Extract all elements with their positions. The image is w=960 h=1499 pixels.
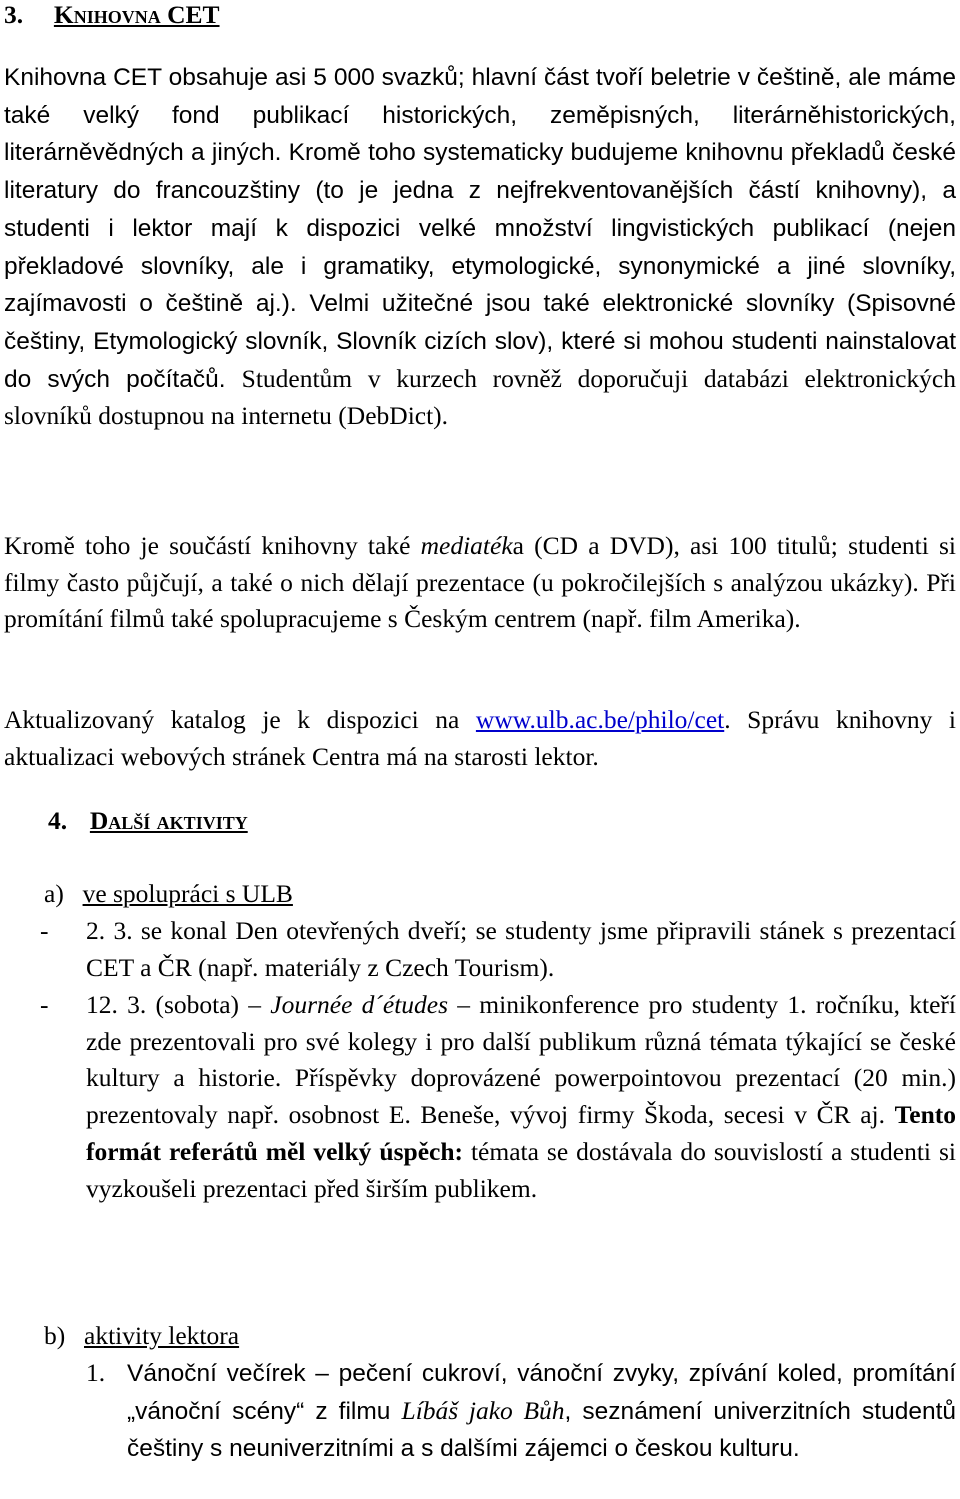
paragraph-library-holdings-part1: Knihovna CET obsahuje asi 5 000 svazků; hlavní část tvoří beletrie v češtině, ale máme také velký fond publikací historických, zeměpisných, literárněhistorických, literárněvědných a jiných. Kromě toho systematicky budujeme knihovnu překladů české literatury do francouzštiny (to je jedna z nejfrekventovanějších částí knihovny), a studenti i lektor mají k dispozici velké množství — [4, 64, 956, 242]
list-number: 1. — [86, 1358, 106, 1387]
paragraph-mediateka-part1: Kromě toho je součástí knihovny také — [4, 531, 421, 560]
section-4-heading — [48, 806, 248, 836]
paragraph-mediateka-part2: a (CD a DVD), asi 100 titulů; studenti si filmy často půjčují, a také o nich dělají prezentace (u pokročilejších s analýzou ukázky). Při promítání filmů také spolupracujeme s Českým centrem (např. film Amerika). — [4, 531, 956, 634]
subsection-b-heading — [44, 1318, 239, 1355]
section-4-number: 4. — [48, 806, 68, 835]
section-3-heading — [4, 0, 220, 30]
list-item-text-part3: témata se dostávala do souvislostí a studenti si vyzkoušeli prezentaci před širším publikem. — [86, 1136, 956, 1203]
list-dash: - — [40, 916, 49, 945]
catalog-link[interactable]: www.ulb.ac.be/philo/cet — [475, 705, 725, 734]
list-item-bold-text: Tento formát referátů měl velký úspěch: — [86, 1100, 956, 1166]
paragraph-catalog-part1: Aktualizovaný katalog je k dispozici na — [4, 705, 476, 734]
paragraph-catalog — [4, 702, 956, 775]
numbered-item-text-part1: Vánoční večírek – pečení cukroví, vánoční zvyky, zpívání koled, promítání „vánoční scény“ z filmu — [127, 1360, 956, 1425]
paragraph-library-holdings-part2: lingvistických publikací (nejen překladové slovníky, ale i gramatiky, etymologické, synonymické a jiné slovníky, zajímavosti o češtině aj.). Velmi užitečné jsou také elektronické slovníky (Spisovné češtiny, Etymologický slovník, Slovník cizích slov), které si mohou studenti nainstalovat do svých počítačů. — [4, 214, 957, 393]
numbered-item-body — [127, 1355, 956, 1468]
section-3-number: 3. — [4, 0, 24, 29]
subsection-a-heading — [44, 876, 293, 913]
subsection-a-title: ve spolupráci s ULB — [82, 879, 293, 908]
list-dash: - — [40, 990, 49, 1019]
film-title: Líbáš jako Bůh — [401, 1395, 565, 1425]
subsection-b-title: aktivity lektora — [84, 1321, 240, 1350]
mediateka-term: mediaték — [420, 531, 513, 560]
journee-title: Journée d´études — [270, 990, 449, 1019]
list-item-body — [86, 987, 956, 1207]
paragraph-mediateka — [4, 528, 956, 638]
list-item-text-part2: – minikonference pro studenty 1. ročníku, kteří zde prezentovali pro své kolegy i pro další publikum různá témata týkající se české kultury a historie. Příspěvky doprovázené powerpointovou prezentací (20 min.) prezentovaly např. osobnost E. Beneše, vývoj firmy Škoda, secesi v ČR aj. — [86, 990, 957, 1130]
paragraph-library-holdings-part3: Studentům v kurzech rovněž doporučuji databázi elektronických slovníků dostupnou na internetu (DebDict). — [4, 363, 956, 431]
section-3-title: Knihovna CET — [53, 0, 220, 29]
subsection-b-label: b) — [44, 1321, 66, 1350]
numbered-item-text-part2: , seznámení univerzitních studentů češtiny s neuniverzitními a s dalšími zájemci o českou kulturu. — [127, 1397, 957, 1463]
subsection-a-label: a) — [44, 879, 64, 908]
section-4-title: Další aktivity — [89, 806, 248, 835]
list-item-text-part1: 12. 3. (sobota) – — [86, 990, 271, 1019]
list-item-text: 2. 3. se konal Den otevřených dveří; se studenty jsme připravili stánek s prezentací CET a ČR (např. materiály z Czech Tourism). — [86, 916, 956, 982]
paragraph-catalog-part2: . Správu knihovny i aktualizaci webových stránek Centra má na starosti lektor. — [4, 705, 956, 771]
paragraph-library-holdings — [4, 59, 956, 435]
